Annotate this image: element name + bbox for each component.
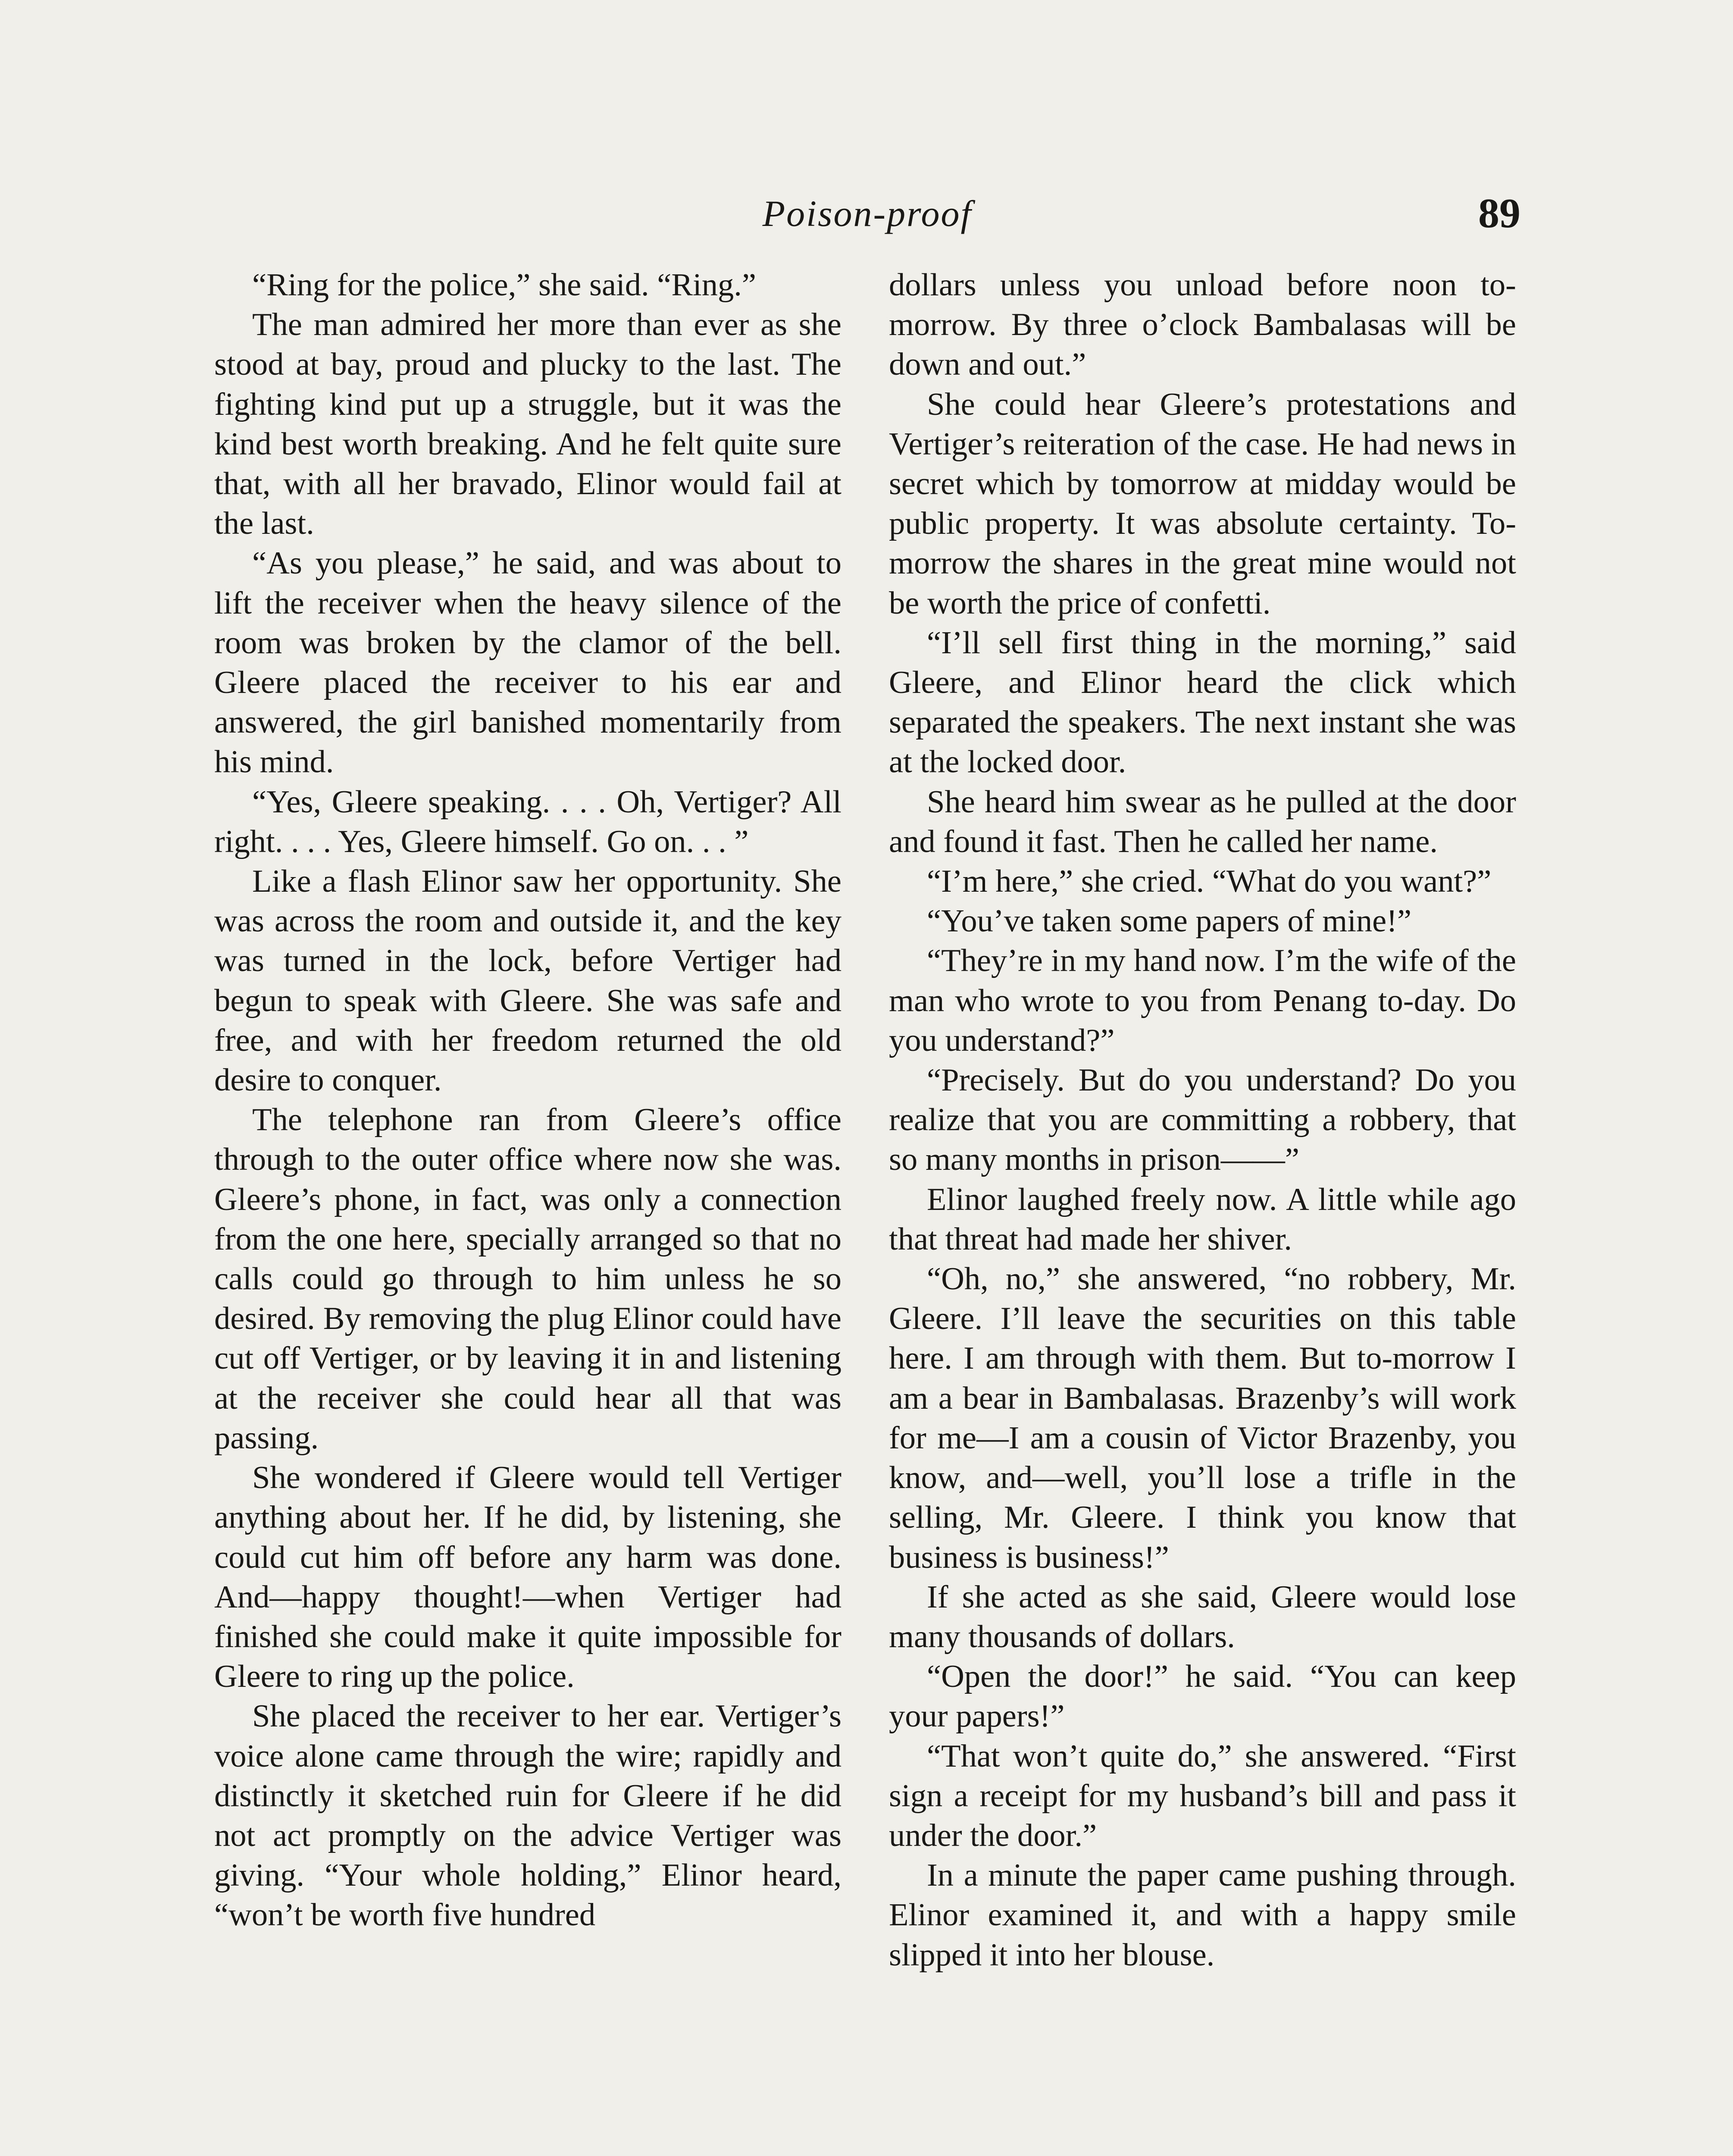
paragraph: “Ring for the police,” she said. “Ring.” [252, 267, 756, 303]
paragraph: “You’ve taken some papers of mine!” [927, 903, 1412, 939]
paragraph: “Open the door!” he said. “You can keep your papers!” [889, 1659, 1516, 1734]
paragraph: “I’m here,” she cried. “What do you want?” [927, 864, 1492, 899]
right-column [889, 265, 1516, 1975]
paragraph: In a minute the paper came pushing through. Elinor examined it, and with a happy smile slipped it into her blouse. [889, 1858, 1516, 1973]
page-number: 89 [1478, 190, 1520, 237]
paragraph: “That won’t quite do,” she answered. “First sign a receipt for my husband’s bill and pass it under the door.” [889, 1738, 1516, 1853]
paragraph: Like a flash Elinor saw her opportunity. She was across the room and outside it, and the key was turned in the lock, before Vertiger had begun to speak with Gleere. She was safe and free, and with her freedom returned the old desire to conquer. [214, 864, 841, 1098]
paragraph: “Oh, no,” she answered, “no robbery, Mr. Gleere. I’ll leave the securities on this table here. I am through with them. But to-morrow I am a bear in Bambalasas. Brazenby’s will work for me—I am a cousin of Victor Brazenby, you know, and—well, you’ll lose a trifle in the selling, Mr. Gleere. I think you know that business is business!” [889, 1261, 1516, 1575]
paragraph: She heard him swear as he pulled at the door and found it fast. Then he called her name. [889, 784, 1516, 859]
paragraph: “I’ll sell first thing in the morning,” said Gleere, and Elinor heard the click which separated the speakers. The next instant she was at the locked door. [889, 625, 1516, 780]
paragraph: If she acted as she said, Gleere would lose many thousands of dollars. [889, 1579, 1516, 1655]
paragraph: She placed the receiver to her ear. Vertiger’s voice alone came through the wire; rapidly and distinctly it sketched ruin for Gleere if he did not act promptly on the advice Vertiger was giving. “Your whole holding,” Elinor heard, “won’t be worth five hundred [214, 1698, 841, 1933]
paragraph: The telephone ran from Gleere’s office through to the outer office where now she was. Gleere’s phone, in fact, was only a connection from the one here, specially arranged so that no calls could go through to him unless he so desired. By removing the plug Elinor could have cut off Vertiger, or by leaving it in and listening at the receiver she could hear all that was passing. [214, 1102, 841, 1456]
paragraph: She could hear Gleere’s protestations and Vertiger’s reiteration of the case. He had news in secret which by tomorrow at midday would be public property. It was absolute certainty. To-morrow the shares in the great mine would not be worth the price of confetti. [889, 386, 1516, 621]
paragraph: “Precisely. But do you understand? Do you realize that you are committing a robbery, that so many months in prison——” [889, 1062, 1516, 1178]
paragraph: “Yes, Gleere speaking. . . . Oh, Vertiger? All right. . . . Yes, Gleere himself. Go on. . . ” [214, 784, 841, 859]
running-title: Poison-proof [762, 193, 973, 234]
paragraph: “As you please,” he said, and was about to lift the receiver when the heavy silence of the room was broken by the clamor of the bell. Gleere placed the receiver to his ear and answered, the girl banished momentarily from his mind. [214, 545, 841, 780]
paragraph: The man admired her more than ever as she stood at bay, proud and plucky to the last. The fighting kind put up a struggle, but it was the kind best worth breaking. And he felt quite sure that, with all her bravado, Elinor would fail at the last. [214, 307, 841, 542]
paragraph: “They’re in my hand now. I’m the wife of the man who wrote to you from Penang to-day. Do you understand?” [889, 943, 1516, 1058]
left-column [214, 265, 841, 1935]
paragraph-continuation: dollars unless you unload before noon to-morrow. By three o’clock Bambalasas will be down and out.” [889, 267, 1516, 382]
page-header [214, 183, 1520, 244]
paragraph: She wondered if Gleere would tell Vertiger anything about her. If he did, by listening, she could cut him off before any harm was done. And—happy thought!—when Vertiger had finished she could make it quite impossible for Gleere to ring up the police. [214, 1460, 841, 1695]
paragraph: Elinor laughed freely now. A little while ago that threat had made her shiver. [889, 1181, 1516, 1257]
